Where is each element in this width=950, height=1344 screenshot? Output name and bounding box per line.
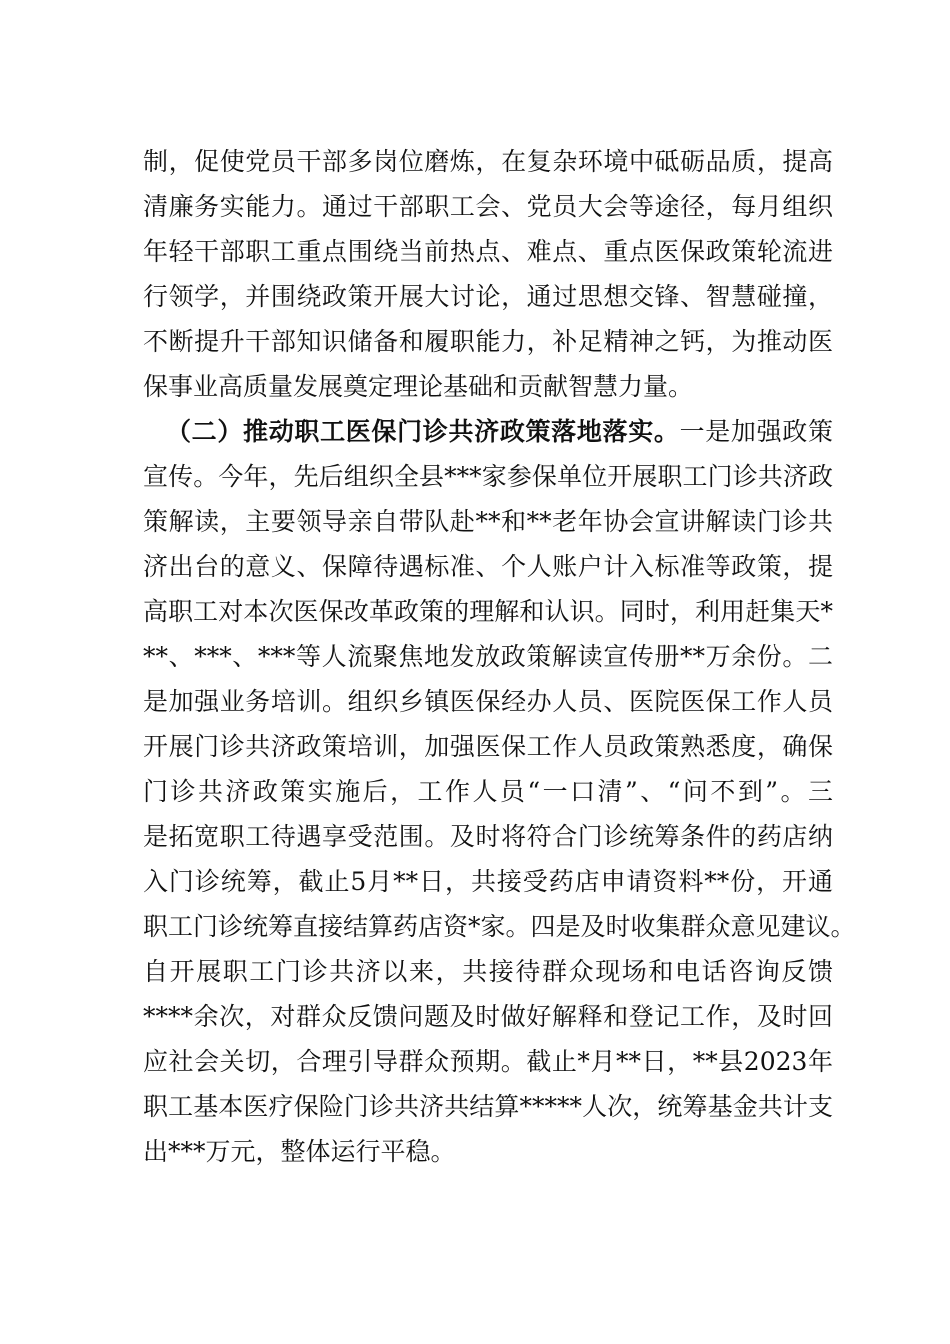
paragraph-line: 保事业高质量发展奠定理论基础和贡献智慧力量。 (143, 372, 694, 401)
paragraph-line: 职工基本医疗保险门诊共济共结算*****人次，统筹基金共计支 (143, 1092, 833, 1121)
paragraph-line-tail: 一是加强政策 (679, 417, 833, 446)
paragraph-line: 高职工对本次医保改革政策的理解和认识。同时，利用赶集天* (143, 597, 833, 626)
paragraph-line: 应社会关切，合理引导群众预期。截止*月**日，**县2023年 (143, 1047, 833, 1076)
paragraph-line: 制，促使党员干部多岗位磨炼，在复杂环境中砥砺品质，提高 (143, 147, 833, 176)
paragraph-line: 清廉务实能力。通过干部职工会、党员大会等途径，每月组织 (143, 192, 833, 221)
section-heading: （二）推动职工医保门诊共济政策落地落实。 (166, 417, 680, 446)
paragraph-line: 不断提升干部知识储备和履职能力，补足精神之钙，为推动医 (143, 327, 833, 356)
paragraph-line: 年轻干部职工重点围绕当前热点、难点、重点医保政策轮流进 (143, 237, 833, 266)
paragraph-line: 自开展职工门诊共济以来，共接待群众现场和电话咨询反馈 (143, 957, 833, 986)
paragraph-line: ****余次，对群众反馈问题及时做好解释和登记工作，及时回 (143, 1002, 833, 1031)
paragraph-line: 策解读，主要领导亲自带队赴**和**老年协会宣讲解读门诊共 (143, 507, 833, 536)
paragraph-line: 开展门诊共济政策培训，加强医保工作人员政策熟悉度，确保 (143, 732, 833, 761)
section-first-line (166, 410, 833, 454)
paragraph-line: 出***万元，整体运行平稳。 (143, 1137, 456, 1166)
paragraph-line: 宣传。今年，先后组织全县***家参保单位开展职工门诊共济政 (143, 462, 833, 491)
paragraph-line: 行领学，并围绕政策开展大讨论，通过思想交锋、智慧碰撞， (143, 282, 833, 311)
paragraph-line: 济出台的意义、保障待遇标准、个人账户计入标准等政策，提 (143, 552, 833, 581)
paragraph-line: 是拓宽职工待遇享受范围。及时将符合门诊统筹条件的药店纳 (143, 822, 833, 851)
paragraph-line: 入门诊统筹，截止5月**日，共接受药店申请资料**份，开通 (143, 867, 833, 896)
paragraph-line: 门诊共济政策实施后，工作人员“一口清”、“问不到”。三 (143, 777, 833, 806)
paragraph-line: 职工门诊统筹直接结算药店资*家。四是及时收集群众意见建议。 (143, 912, 856, 941)
paragraph-line: 是加强业务培训。组织乡镇医保经办人员、医院医保工作人员 (143, 687, 833, 716)
paragraph-line: **、***、***等人流聚焦地发放政策解读宣传册**万余份。二 (143, 642, 833, 671)
